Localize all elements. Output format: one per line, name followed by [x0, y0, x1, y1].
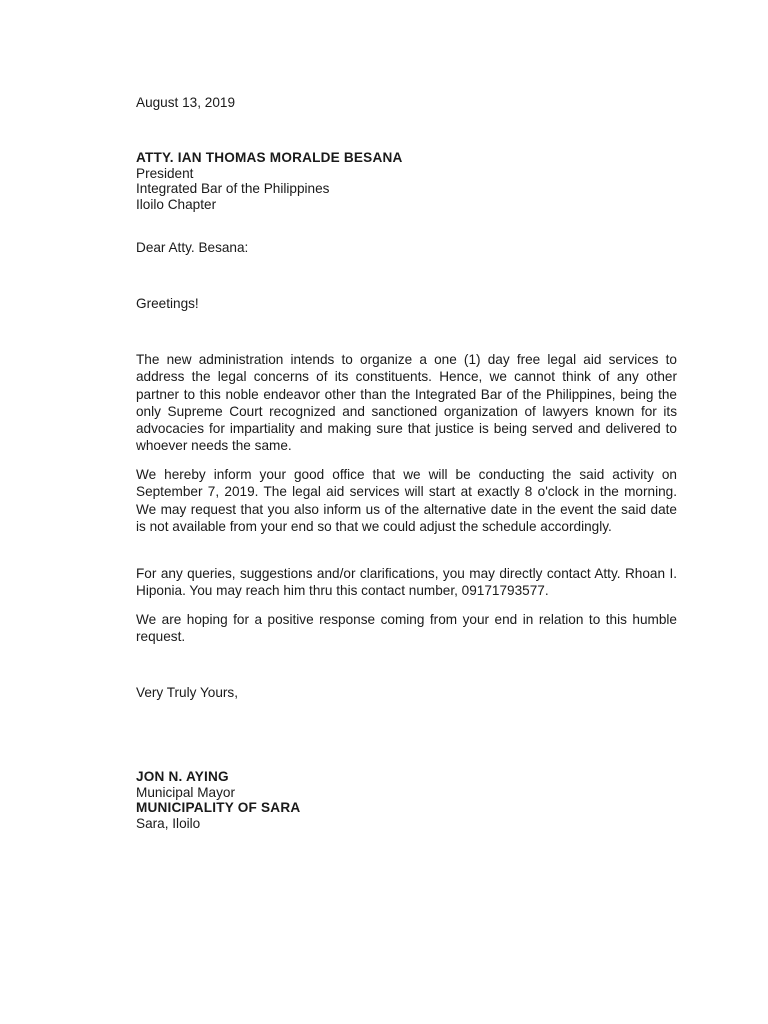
salutation	[136, 240, 677, 256]
recipient-title: President	[136, 165, 194, 181]
sender-office: MUNICIPALITY OF SARA	[136, 800, 301, 815]
greeting-text: Greetings!	[136, 296, 199, 311]
greeting	[136, 296, 677, 312]
recipient-name: ATTY. IAN THOMAS MORALDE BESANA	[136, 150, 403, 165]
sender-title: Municipal Mayor	[136, 784, 235, 800]
body-paragraph-3: For any queries, suggestions and/or clarifications, you may directly contact Atty. Rhoan I. Hiponia. You may reach him thru this contact number, 09171793577.	[136, 566, 677, 599]
closing-text: Very Truly Yours,	[136, 685, 239, 700]
recipient-chapter: Iloilo Chapter	[136, 196, 217, 212]
closing	[136, 685, 677, 701]
recipient-organization: Integrated Bar of the Philippines	[136, 181, 330, 196]
salutation-text: Dear Atty. Besana:	[136, 240, 249, 255]
letter-date	[136, 95, 677, 111]
body-paragraph-2: We hereby inform your good office that we will be conducting the said activity on September 7, 2019. The legal aid services will start at exactly 8 o'clock in the morning. We may request that you also inform us of the alternative date in the event the said date is not available from your end so that we could adjust the schedule accordingly.	[136, 467, 677, 534]
sender-block	[136, 769, 677, 831]
sender-location: Sara, Iloilo	[136, 815, 201, 831]
date-text: August 13, 2019	[136, 95, 236, 110]
body-paragraph-1: The new administration intends to organize a one (1) day free legal aid services to address the legal concerns of its constituents. Hence, we cannot think of any other partner to this noble endeavor other than the Integrated Bar of the Philippines, being the only Supreme Court recognized and sanctioned organization of lawyers known for its advocacies for impartiality and making sure that justice is being served and delivered to whoever needs the same.	[136, 352, 677, 454]
sender-name: JON N. AYING	[136, 769, 229, 784]
body-paragraph-4: We are hoping for a positive response coming from your end in relation to this humble request.	[136, 612, 677, 645]
recipient-block	[136, 150, 677, 212]
